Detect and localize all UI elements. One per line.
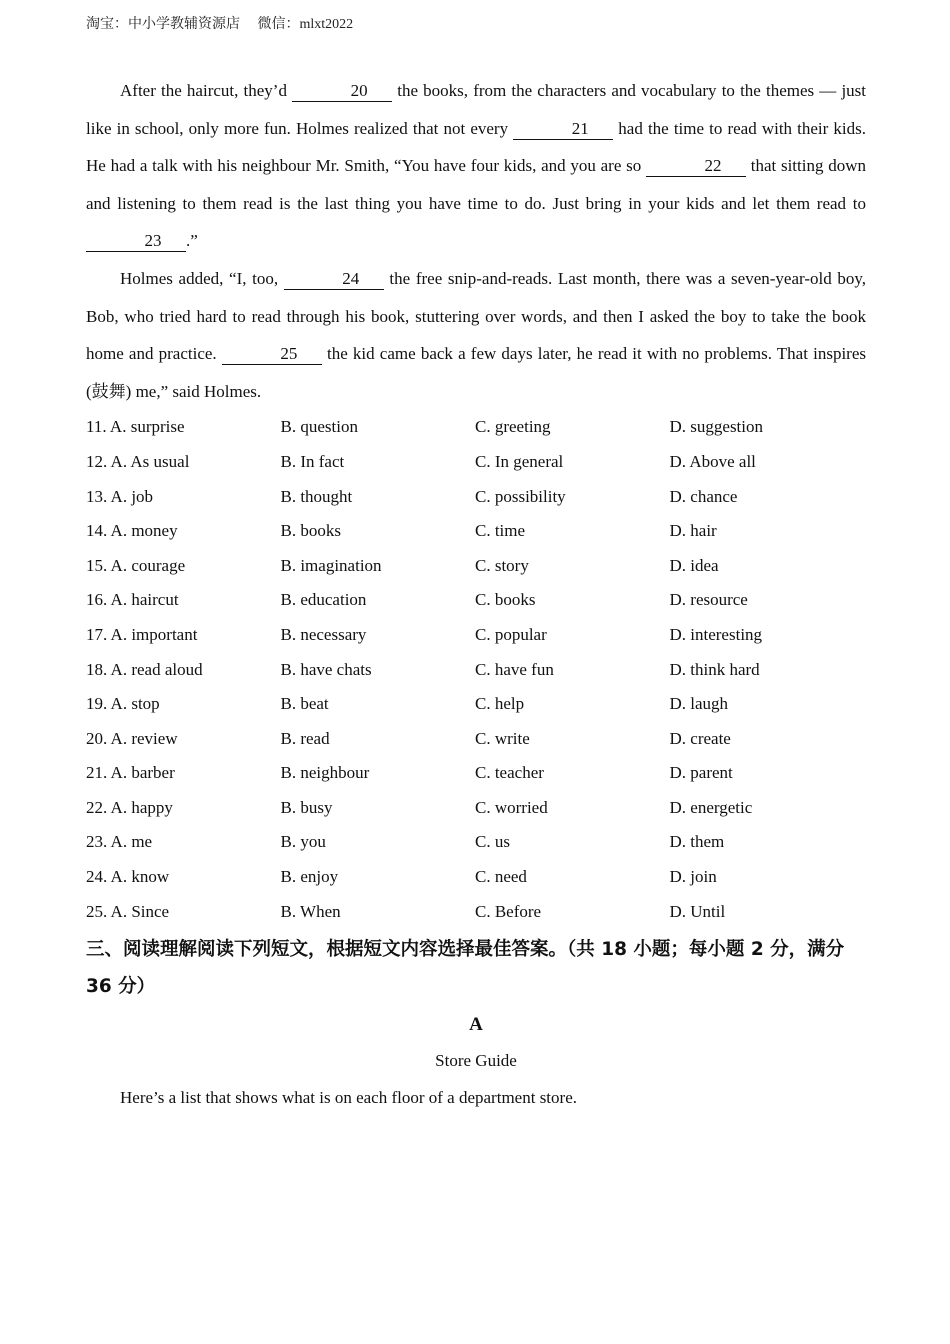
p1-text-1: After the haircut, they’d: [120, 81, 293, 100]
option-a: 12. A. As usual: [86, 451, 190, 471]
option-row-21: [86, 756, 866, 791]
option-c: C. books: [475, 590, 536, 610]
p1-text-2: the books, from the characters and vocabulary to the themes — just like in school, only more fun. Holmes realized that not every: [86, 81, 866, 138]
option-b: B. When: [280, 901, 341, 921]
option-c: C. greeting: [475, 417, 551, 437]
option-row-14: [86, 514, 866, 549]
option-c: C. In general: [475, 451, 564, 471]
option-b: B. necessary: [280, 624, 367, 644]
option-a: 15. A. courage: [86, 555, 186, 575]
option-row-16: [86, 583, 866, 618]
blank-24: 24: [284, 269, 384, 290]
blank-21: 21: [513, 119, 613, 140]
option-d: D. parent: [669, 763, 733, 783]
p2-text-2: the free snip-and-reads. Last month, there was a seven-year-old boy, Bob, who tried hard to read through his book, stuttering over words, and then I asked the boy to take the book home and practice.: [86, 268, 866, 364]
option-d: D. join: [669, 867, 717, 887]
option-a: 22. A. happy: [86, 797, 173, 817]
option-d: D. Above all: [669, 451, 756, 471]
blank-20: 20: [292, 81, 392, 102]
option-b: B. enjoy: [280, 867, 339, 887]
option-row-20: [86, 722, 866, 757]
option-row-12: [86, 445, 866, 480]
p1-text-4: that sitting down and listening to them read is the last thing you have time to do. Just bring in your kids and let them read to: [86, 156, 866, 213]
option-d: D. think hard: [669, 659, 760, 679]
option-row-11: [86, 410, 866, 445]
option-a: 18. A. read aloud: [86, 659, 203, 679]
option-b: B. read: [280, 728, 330, 748]
option-d: D. create: [669, 728, 731, 748]
option-c: C. worried: [475, 797, 548, 817]
option-c: C. write: [475, 728, 530, 748]
option-c: C. us: [475, 832, 510, 852]
option-row-23: [86, 825, 866, 860]
option-d: D. suggestion: [669, 417, 763, 437]
option-c: C. have fun: [475, 659, 554, 679]
passage-intro: Here’s a list that shows what is on each floor of a department store.: [120, 1088, 577, 1108]
option-b: B. beat: [280, 694, 329, 714]
option-c: C. story: [475, 555, 529, 575]
passage-paragraph-1: [86, 72, 866, 260]
blank-22: 22: [646, 156, 746, 177]
p2-text-3: the kid came back a few days later, he read it with no problems. That inspires (鼓舞) me,” said Holmes.: [86, 344, 866, 401]
option-row-18: [86, 653, 866, 688]
option-b: B. neighbour: [280, 763, 370, 783]
section-heading: 三、阅读理解阅读下列短文，根据短文内容选择最佳答案。（共 18 小题；每小题 2 分，满分 36 分）: [86, 939, 845, 998]
header-wechat: 微信：mlxt2022: [257, 17, 354, 32]
p2-text-1: Holmes added, “I, too,: [120, 268, 284, 288]
option-d: D. energetic: [669, 797, 753, 817]
option-a: 20. A. review: [86, 728, 178, 748]
option-b: B. you: [280, 832, 326, 852]
option-a: 17. A. important: [86, 624, 198, 644]
option-b: B. have chats: [280, 659, 372, 679]
option-row-13: [86, 480, 866, 515]
option-b: B. books: [280, 521, 341, 541]
option-b: B. In fact: [280, 451, 345, 471]
blank-23: 23: [86, 231, 186, 252]
option-row-17: [86, 618, 866, 653]
option-row-22: [86, 791, 866, 826]
passage-label: A: [469, 1014, 483, 1036]
option-row-19: [86, 687, 866, 722]
option-a: 14. A. money: [86, 521, 178, 541]
options-list: [86, 410, 866, 929]
option-d: D. hair: [669, 521, 717, 541]
blank-25: 25: [222, 344, 322, 365]
option-row-24: [86, 860, 866, 895]
option-b: B. education: [280, 590, 367, 610]
option-d: D. chance: [669, 486, 738, 506]
option-b: B. question: [280, 417, 358, 437]
page-header: [86, 13, 353, 33]
option-a: 19. A. stop: [86, 694, 160, 714]
option-d: D. resource: [669, 590, 748, 610]
passage-paragraph-2: [86, 260, 866, 410]
option-b: B. busy: [280, 797, 333, 817]
p1-text-5: .”: [186, 231, 198, 251]
option-a: 23. A. me: [86, 832, 153, 852]
option-c: C. possibility: [475, 486, 566, 506]
option-c: C. time: [475, 521, 526, 541]
option-d: D. them: [669, 832, 725, 852]
option-a: 16. A. haircut: [86, 590, 179, 610]
option-c: C. Before: [475, 901, 542, 921]
passage-title: Store Guide: [435, 1051, 517, 1071]
option-c: C. help: [475, 694, 525, 714]
option-a: 11. A. surprise: [86, 417, 185, 437]
option-c: C. need: [475, 867, 527, 887]
option-row-25: [86, 895, 866, 930]
option-c: C. teacher: [475, 763, 544, 783]
option-d: D. Until: [669, 901, 726, 921]
option-a: 13. A. job: [86, 486, 154, 506]
option-a: 21. A. barber: [86, 763, 175, 783]
document-body: [86, 72, 866, 1117]
option-a: 24. A. know: [86, 867, 170, 887]
p1-text-3: had the time to read with their kids. He had a talk with his neighbour Mr. Smith, “You have four kids, and you are so: [86, 118, 867, 176]
option-d: D. idea: [669, 555, 719, 575]
option-c: C. popular: [475, 624, 547, 644]
option-b: B. imagination: [280, 555, 382, 575]
option-d: D. laugh: [669, 694, 729, 714]
header-shop: 淘宝：中小学教辅资源店: [86, 17, 240, 32]
option-d: D. interesting: [669, 624, 763, 644]
option-a: 25. A. Since: [86, 901, 170, 921]
option-row-15: [86, 549, 866, 584]
option-b: B. thought: [280, 486, 353, 506]
